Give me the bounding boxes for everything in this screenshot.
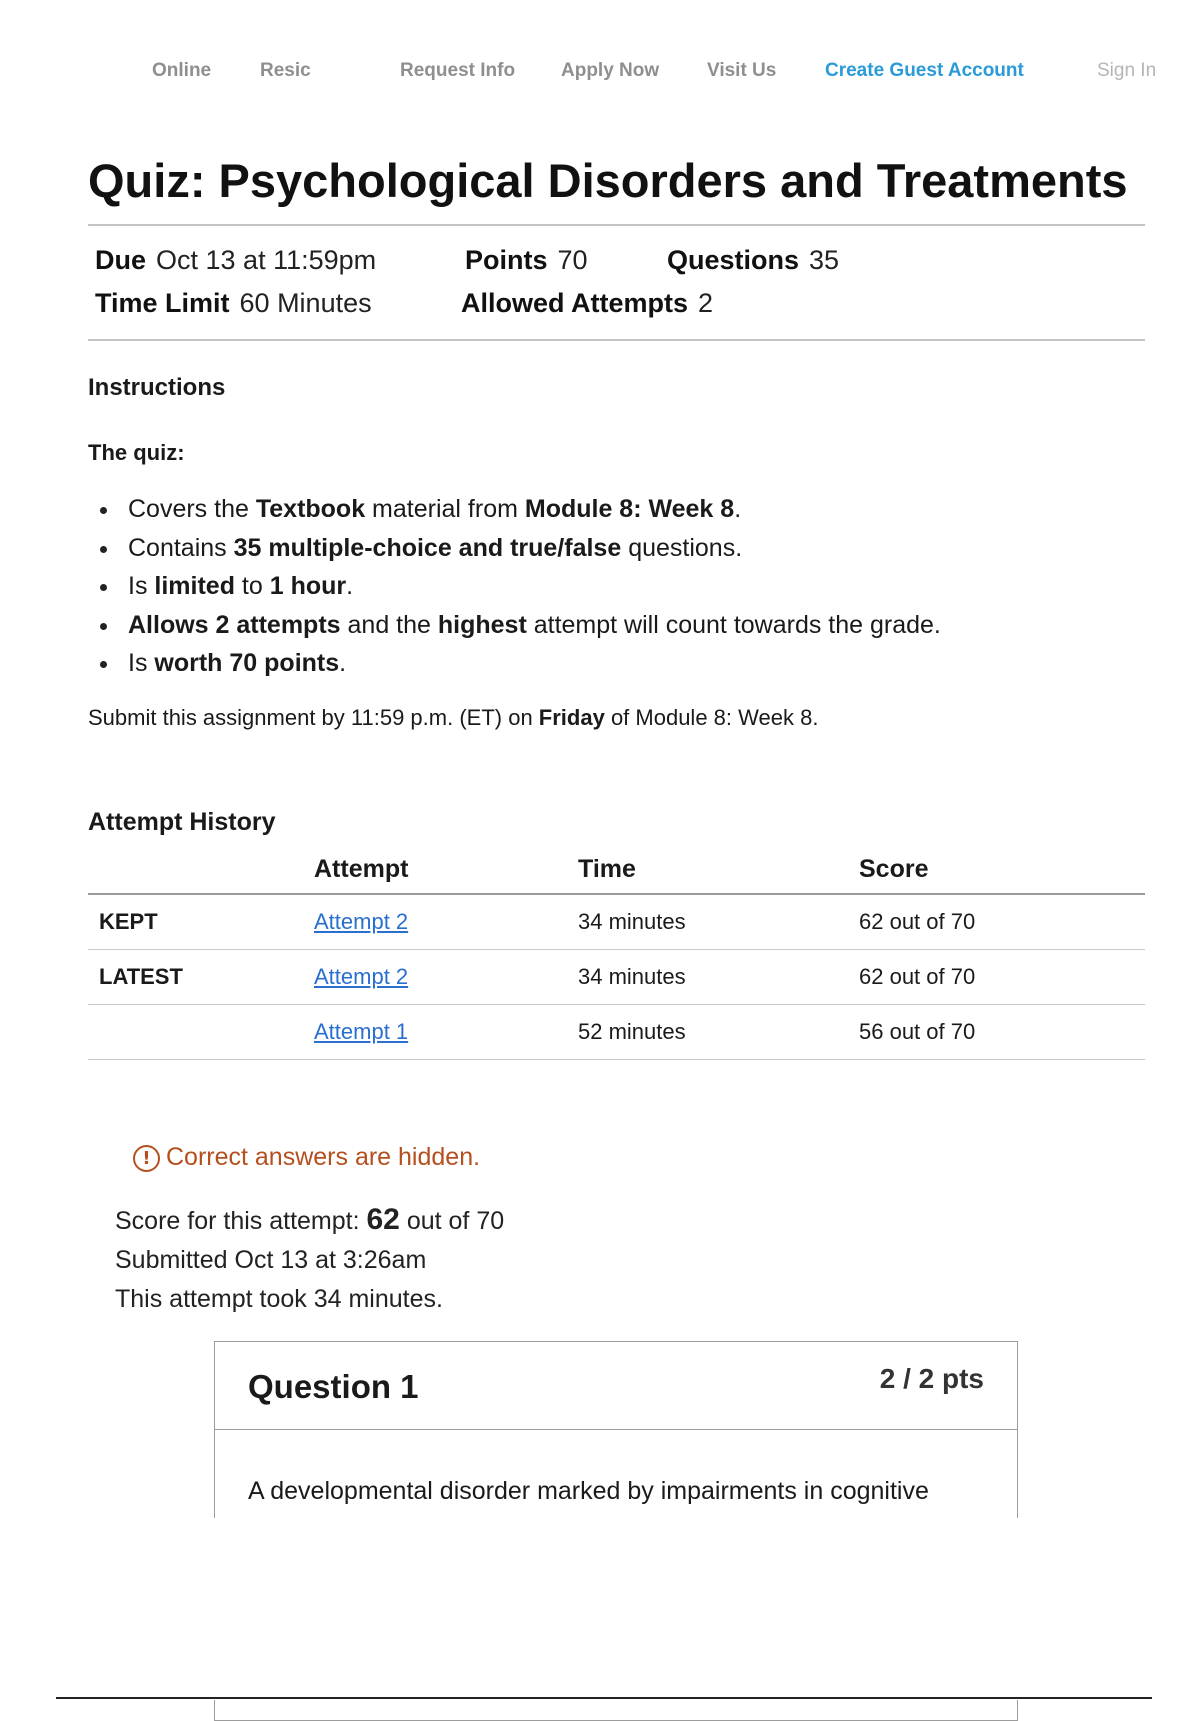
nav-create-guest-account-link[interactable]: Create Guest Account	[825, 60, 1024, 81]
attempt-status: LATEST	[88, 950, 314, 1005]
instructions-list	[98, 492, 941, 685]
instruction-item: Allows 2 attempts and the highest attempt will count towards the grade.	[98, 608, 941, 647]
page-bottom-blank	[0, 1518, 1200, 1700]
instruction-item: Covers the Textbook material from Module 8: Week 8.	[98, 492, 941, 531]
top-navigation	[0, 60, 1200, 86]
attempt-time: 34 minutes	[578, 894, 859, 950]
points-label: Points	[465, 245, 548, 275]
alert-text: Correct answers are hidden.	[166, 1143, 481, 1171]
time-limit-label: Time Limit	[95, 288, 230, 318]
allowed-attempts	[461, 288, 713, 319]
nav-online-link[interactable]: Online	[152, 60, 212, 81]
attempt-status	[88, 1005, 314, 1060]
question-title: Question 1	[248, 1368, 419, 1405]
points-value: 70	[557, 245, 588, 275]
attempt-time: 34 minutes	[578, 950, 859, 1005]
instructions-heading: Instructions	[88, 374, 226, 401]
due-label: Due	[95, 245, 147, 275]
attempt-score: 62 out of 70	[859, 950, 1145, 1005]
question-text: A developmental disorder marked by impairments in cognitive	[248, 1477, 929, 1505]
title-divider	[88, 224, 1145, 226]
attempt-score-value: 62	[366, 1203, 400, 1236]
attempt-status: KEPT	[88, 894, 314, 950]
nav-visit-us-link[interactable]: Visit Us	[707, 60, 777, 81]
instruction-item: Is worth 70 points.	[98, 646, 941, 685]
attempt-link[interactable]: Attempt 2	[314, 909, 409, 934]
allowed-attempts-value: 2	[698, 288, 714, 318]
question-points: 2 / 2 pts	[879, 1363, 984, 1394]
instruction-item: Contains 35 multiple-choice and true/false questions.	[98, 531, 941, 570]
column-header-attempt: Attempt	[314, 846, 578, 894]
page-title: Quiz: Psychological Disorders and Treatments	[88, 154, 1128, 207]
attempt-history-table	[88, 846, 1145, 1060]
nav-residential-link[interactable]: Resic	[260, 60, 311, 81]
table-row	[88, 950, 1145, 1005]
table-row	[88, 894, 1145, 950]
questions-label: Questions	[667, 245, 800, 275]
due-value: Oct 13 at 11:59pm	[156, 245, 377, 275]
submission-deadline-note: Submit this assignment by 11:59 p.m. (ET) on Friday of Module 8: Week 8.	[88, 705, 819, 730]
submitted-timestamp: Submitted Oct 13 at 3:26am	[115, 1246, 427, 1274]
attempt-link[interactable]: Attempt 1	[314, 1019, 409, 1044]
attempt-link[interactable]: Attempt 2	[314, 964, 409, 989]
column-header-status	[88, 846, 314, 894]
details-divider	[88, 339, 1145, 341]
time-limit	[95, 288, 372, 319]
page-footer-rule	[56, 1697, 1152, 1699]
attempt-history-heading: Attempt History	[88, 808, 276, 836]
nav-request-info-link[interactable]: Request Info	[400, 60, 516, 81]
table-header-row	[88, 846, 1145, 894]
attempt-duration: This attempt took 34 minutes.	[115, 1285, 443, 1313]
table-row	[88, 1005, 1145, 1060]
time-limit-value: 60 Minutes	[239, 288, 372, 318]
due-date	[95, 245, 376, 276]
questions-value: 35	[809, 245, 840, 275]
nav-sign-in-link[interactable]: Sign In	[1097, 60, 1157, 81]
questions-count	[667, 245, 839, 276]
nav-apply-now-link[interactable]: Apply Now	[561, 60, 660, 81]
points	[465, 245, 588, 276]
attempt-score: 56 out of 70	[859, 1005, 1145, 1060]
attempt-time: 52 minutes	[578, 1005, 859, 1060]
warning-icon: !	[133, 1145, 160, 1172]
attempt-score-summary: Score for this attempt: 62 out of 70	[115, 1203, 505, 1236]
instruction-item: Is limited to 1 hour.	[98, 569, 941, 608]
column-header-time: Time	[578, 846, 859, 894]
attempt-score: 62 out of 70	[859, 894, 1145, 950]
instructions-subheading: The quiz:	[88, 440, 185, 465]
hidden-answers-alert	[133, 1143, 480, 1172]
question-header	[215, 1342, 1017, 1430]
allowed-attempts-label: Allowed Attempts	[461, 288, 689, 318]
column-header-score: Score	[859, 846, 1145, 894]
